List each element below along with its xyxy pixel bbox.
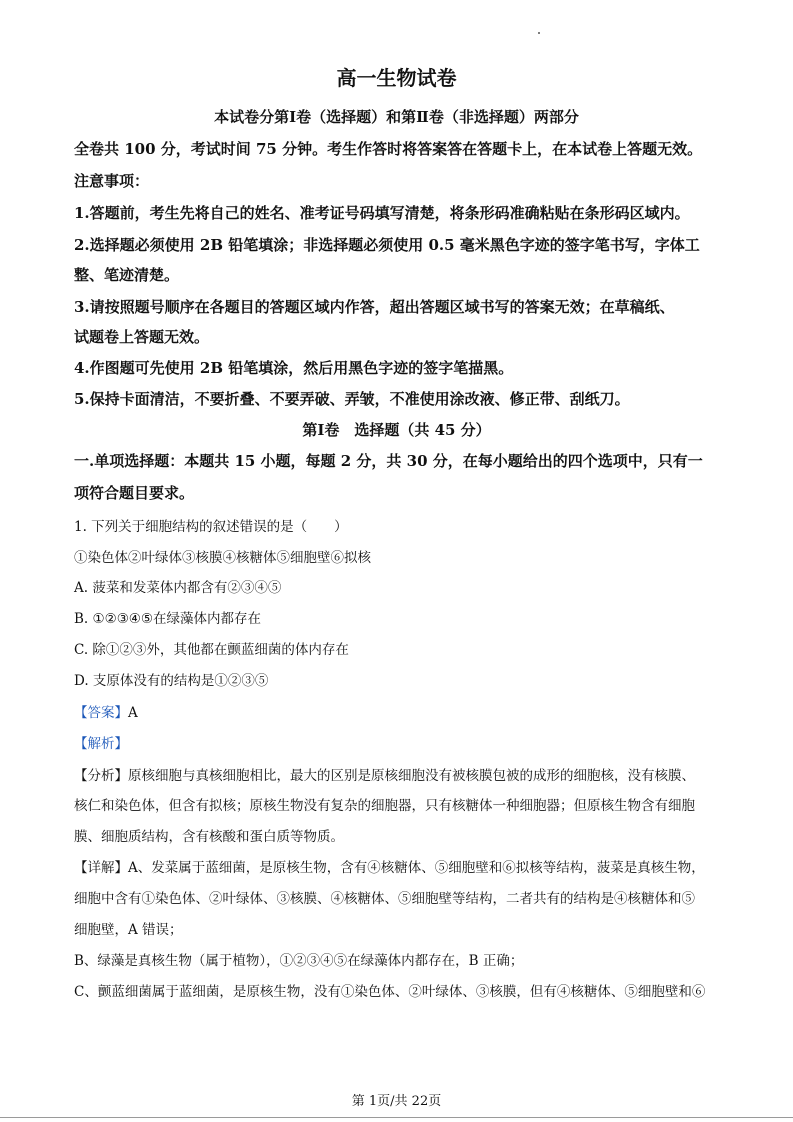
analysis-line <box>74 764 695 784</box>
option-a: A. 菠菜和发菜体内都含有②③④⑤ <box>74 580 282 596</box>
detail-text: B、绿藻是真核生物（属于植物），①②③④⑤在绿藻体内都存在，B 正确； <box>74 953 524 969</box>
notice-heading: 注意事项： <box>74 172 150 190</box>
notice-item: 整、笔迹清楚。 <box>74 266 180 284</box>
part-instructions: 项符合题目要求。 <box>74 484 195 502</box>
page-bottom-rule <box>0 1117 793 1118</box>
notice-item: 2.选择题必须使用 2B 铅笔填涂；非选择题必须使用 0.5 毫米黑色字迹的签字笔书写，字体工 <box>74 236 700 254</box>
intro-line: 全卷共 100 分，考试时间 75 分钟。考生作答时将答案答在答题卡上，在本试卷上答题无效。 <box>74 140 703 158</box>
analysis-text: 膜、细胞质结构，含有核酸和蛋白质等物质。 <box>74 829 344 845</box>
analysis-text: 核仁和染色体，但含有拟核；原核生物没有复杂的细胞器，只有核糖体一种细胞器；但原核生物含有细胞 <box>74 798 695 814</box>
detail-text: 细胞中含有①染色体、②叶绿体、③核膜、④核糖体、⑤细胞壁等结构，二者共有的结构是④核糖体和⑤ <box>74 891 695 907</box>
analysis-text: 原核细胞与真核细胞相比，最大的区别是原核细胞没有被核膜包被的成形的细胞核，没有核膜、 <box>128 768 695 784</box>
option-b: B. ①②③④⑤在绿藻体内都存在 <box>74 611 262 627</box>
analysis-label: 【解析】 <box>74 736 128 752</box>
notice-item: 1.答题前，考生先将自己的姓名、准考证号码填写清楚，将条形码准确粘贴在条形码区域内。 <box>74 204 690 222</box>
notice-item: 3.请按照题号顺序在各题目的答题区域内作答，超出答题区域书写的答案无效；在草稿纸、 <box>74 298 675 316</box>
page-subtitle: 本试卷分第Ⅰ卷（选择题）和第Ⅱ卷（非选择题）两部分 <box>214 108 579 126</box>
answer-label: 【答案】 <box>74 705 128 721</box>
notice-item: 5.保持卡面清洁，不要折叠、不要弄破、弄皱，不准使用涂改液、修正带、刮纸刀。 <box>74 390 630 408</box>
question-stem: 1. 下列关于细胞结构的叙述错误的是（ ） <box>74 519 348 535</box>
page-footer: 第 1页/共 22页 <box>351 1094 442 1109</box>
detail-text: C、颤蓝细菌属于蓝细菌，是原核生物，没有①染色体、②叶绿体、③核膜，但有④核糖体、⑤细胞壁和⑥ <box>74 984 706 1000</box>
answer-value: A <box>128 705 138 721</box>
detail-line <box>74 856 705 876</box>
page-title: 高一生物试卷 <box>336 66 457 90</box>
scan-dot <box>538 32 540 34</box>
answer-line <box>74 701 138 721</box>
option-c: C. 除①②③外，其他都在颤蓝细菌的体内存在 <box>74 642 349 658</box>
detail-tag: 【详解】 <box>74 860 128 876</box>
detail-text: A、发菜属于蓝细菌，是原核生物，含有④核糖体、⑤细胞壁和⑥拟核等结构，菠菜是真核生物， <box>128 860 705 876</box>
notice-item: 4.作图题可先使用 2B 铅笔填涂，然后用黑色字迹的签字笔描黑。 <box>74 359 514 377</box>
section-title: 第Ⅰ卷 选择题（共 45 分） <box>302 421 491 439</box>
option-d: D. 支原体没有的结构是①②③⑤ <box>74 673 269 689</box>
analysis-tag: 【分析】 <box>74 768 128 784</box>
notice-item: 试题卷上答题无效。 <box>74 328 210 346</box>
question-items: ①染色体②叶绿体③核膜④核糖体⑤细胞壁⑥拟核 <box>74 550 371 566</box>
part-instructions: 一.单项选择题：本题共 15 小题，每题 2 分，共 30 分，在每小题给出的四个选项中，只有一 <box>74 452 703 470</box>
detail-text: 细胞壁，A 错误； <box>74 922 183 938</box>
